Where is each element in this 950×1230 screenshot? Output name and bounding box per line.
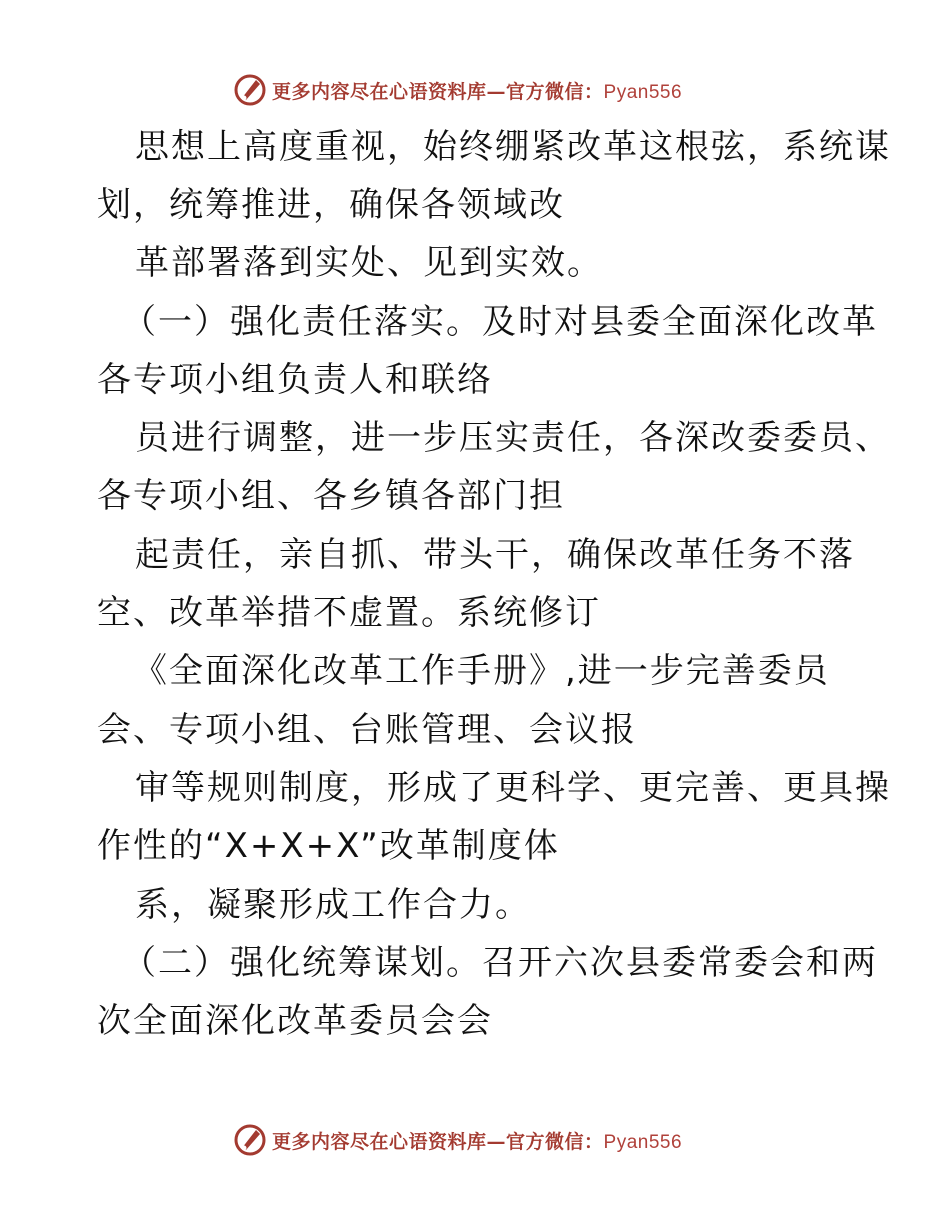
text-line: 空、改革举措不虚置。系统修订 <box>97 593 601 633</box>
text-line: 系，凝聚形成工作合力。 <box>135 885 531 925</box>
header-banner-main: 更多内容尽在心语资料库 <box>272 80 487 103</box>
text-line: 各专项小组负责人和联络 <box>97 360 493 400</box>
footer-banner-text <box>272 1127 682 1154</box>
footer-banner-main: 更多内容尽在心语资料库 <box>272 1130 487 1153</box>
text-line: 员进行调整，进一步压实责任，各深改委委员、 <box>135 418 891 458</box>
text-line: 次全面深化改革委员会会 <box>97 1001 493 1041</box>
header-banner-text <box>272 77 682 104</box>
pen-logo-icon <box>232 72 268 108</box>
text-line: 革部署落到实处、见到实效。 <box>135 243 603 283</box>
header-banner-dash: — <box>486 80 507 103</box>
footer-banner <box>232 1120 682 1160</box>
footer-banner-wechat: 官方微信： <box>506 1130 604 1153</box>
text-line: （一）强化责任落实。及时对县委全面深化改革 <box>122 302 878 342</box>
text-line: 审等规则制度，形成了更科学、更完善、更具操 <box>135 768 891 808</box>
text-line: 起责任，亲自抓、带头干，确保改革任务不落 <box>135 535 855 575</box>
text-line: （二）强化统筹谋划。召开六次县委常委会和两 <box>122 943 878 983</box>
text-line: 作性的“X+X+X”改革制度体 <box>97 826 560 866</box>
text-line: 各专项小组、各乡镇各部门担 <box>97 476 565 516</box>
text-line: 会、专项小组、台账管理、会议报 <box>97 710 637 750</box>
text-line: 《全面深化改革工作手册》,进一步完善委员 <box>133 651 830 691</box>
pen-logo-icon <box>232 1122 268 1158</box>
text-line: 划，统筹推进，确保各领域改 <box>97 185 565 225</box>
header-banner-id: Pyan556 <box>603 81 683 103</box>
header-banner <box>232 70 682 110</box>
text-line: 思想上高度重视，始终绷紧改革这根弦，系统谋 <box>135 127 891 167</box>
footer-banner-dash: — <box>486 1130 507 1153</box>
footer-banner-id: Pyan556 <box>603 1131 683 1153</box>
header-banner-wechat: 官方微信： <box>506 80 604 103</box>
